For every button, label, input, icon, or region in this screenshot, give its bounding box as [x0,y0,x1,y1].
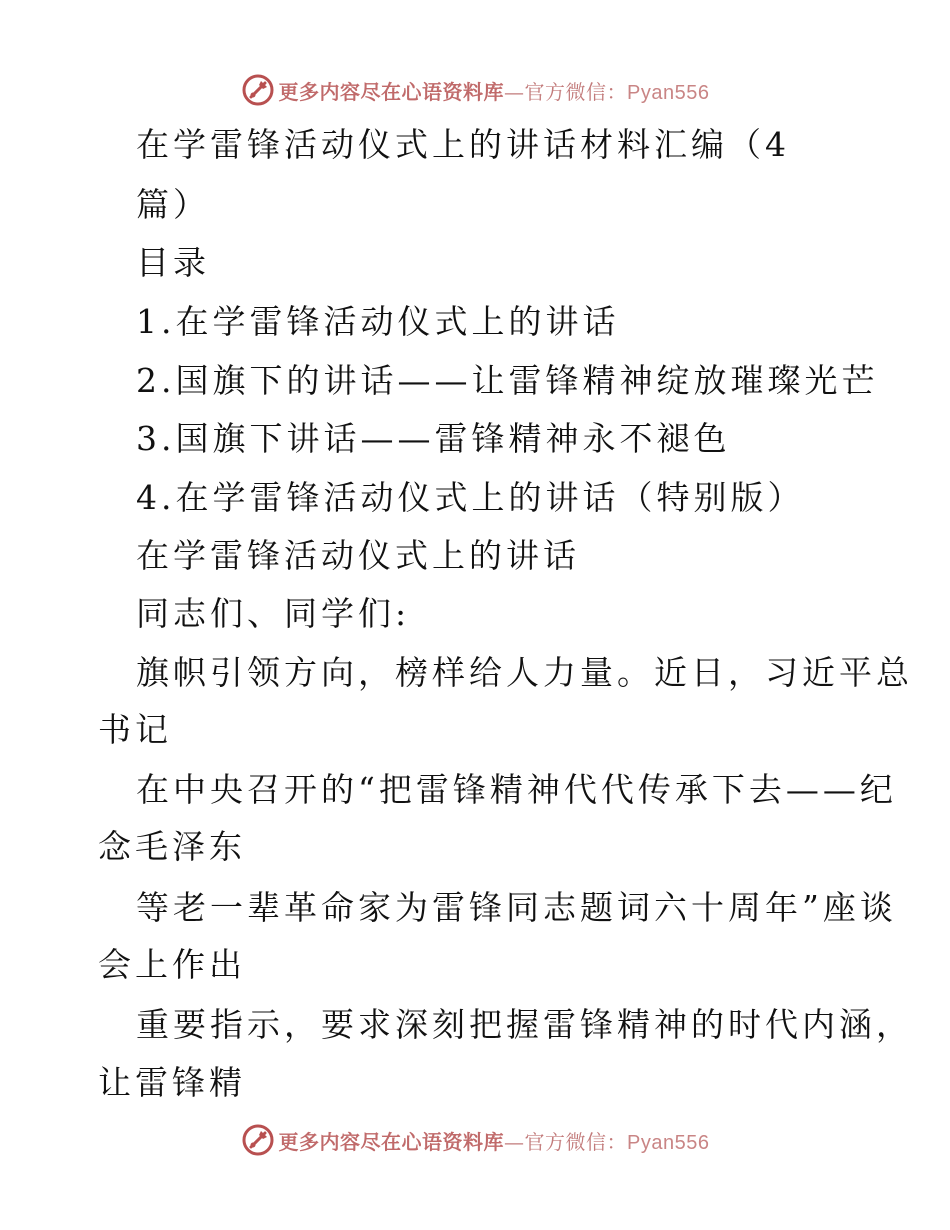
watermark-wechat-id: Pyan556 [627,81,710,104]
paragraph-line: 重要指示，要求深刻把握雷锋精神的时代内涵， [136,1005,913,1044]
header-watermark [0,70,950,110]
watermark-wechat-label: 官方微信： [524,79,628,104]
toc-item-2: 2.国旗下的讲话——让雷锋精神绽放璀璨光芒 [136,361,879,400]
watermark-site-name: 更多内容尽在心语资料库 [278,79,505,104]
watermark-wechat-label: 官方微信： [524,1129,628,1154]
paragraph-line: 会上作出 [98,945,246,984]
toc-item-4: 4.在学雷锋活动仪式上的讲话（特别版） [136,478,805,517]
paragraph-line: 念毛泽东 [98,827,246,866]
paragraph-line: 等老一辈革命家为雷锋同志题词六十周年”座谈 [136,888,897,927]
salutation: 同志们、同学们: [136,594,411,633]
toc-item-1: 1.在学雷锋活动仪式上的讲话 [136,302,620,341]
pen-logo-icon [241,1123,275,1157]
watermark-dash: — [504,1129,525,1154]
toc-heading: 目录 [136,243,210,282]
paragraph-line: 书记 [98,710,172,749]
paragraph-line: 让雷锋精 [98,1063,246,1102]
watermark-dash: — [504,79,525,104]
pen-logo-icon [241,73,275,107]
toc-item-3: 3.国旗下讲话——雷锋精神永不褪色 [136,419,731,458]
watermark-site-name: 更多内容尽在心语资料库 [278,1129,505,1154]
document-title-line-2: 篇） [136,185,210,224]
footer-watermark [0,1120,950,1160]
section-heading: 在学雷锋活动仪式上的讲话 [136,536,580,575]
paragraph-line: 旗帜引领方向，榜样给人力量。近日，习近平总 [136,653,913,692]
document-title-line-1: 在学雷锋活动仪式上的讲话材料汇编（4 [136,125,790,164]
watermark-wechat-id: Pyan556 [627,1131,710,1154]
paragraph-line: 在中央召开的“把雷锋精神代代传承下去——纪 [136,770,897,809]
